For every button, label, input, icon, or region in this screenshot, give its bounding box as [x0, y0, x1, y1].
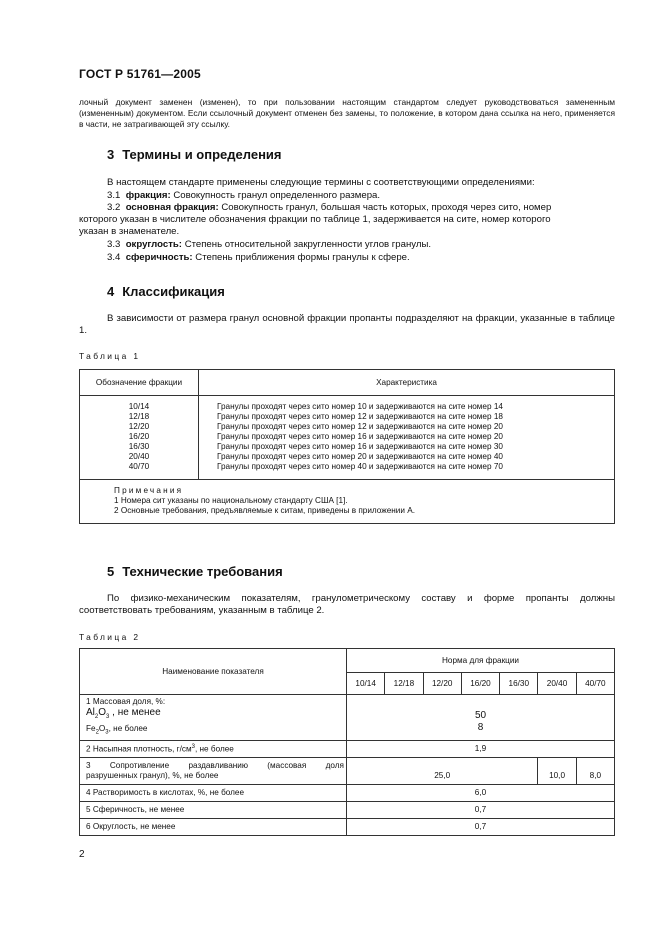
row-mass-fraction: [80, 695, 347, 741]
term-3-2: [79, 202, 647, 214]
fraction-value: 12/20: [128, 422, 150, 431]
table-1-col-fraction: Обозначение фракции: [80, 370, 199, 396]
fraction-value: 16/20: [128, 432, 150, 441]
bulk-density-value: 1,9: [347, 740, 615, 757]
fraction-header: 16/30: [500, 673, 538, 695]
term-name: округлость:: [125, 239, 183, 250]
section-number: 3: [107, 147, 115, 162]
table-1-descriptions: [199, 396, 615, 480]
fraction-description: Гранулы проходят через сито номер 16 и задерживаются на сите номер 20: [217, 432, 503, 441]
note-1: 1 Номера сит указаны по национальному стандарту США [1].: [114, 496, 348, 505]
fraction-description: Гранулы проходят через сито номер 10 и задерживаются на сите номер 14: [217, 402, 503, 411]
table-2: [79, 648, 615, 836]
row-fe2o3: $Fe_2O_3$, не более: [86, 724, 148, 736]
fraction-header: 12/18: [385, 673, 423, 695]
section-title: Термины и определения: [122, 147, 282, 162]
fraction-value: 12/18: [128, 412, 150, 421]
section-5-heading: [107, 564, 291, 579]
fraction-description: Гранулы проходят через сито номер 20 и задерживаются на сите номер 40: [217, 452, 503, 461]
sphericity-value: 0,7: [347, 801, 615, 818]
fraction-description: Гранулы проходят через сито номер 40 и задерживаются на сите номер 70: [217, 462, 503, 471]
fraction-header: 16/20: [461, 673, 499, 695]
fraction-description: Гранулы проходят через сито номер 12 и задерживаются на сите номер 20: [217, 422, 503, 431]
note-2: 2 Основные требования, предъявляемые к ситам, приведены в приложении А.: [114, 506, 415, 515]
table-1-fractions: [80, 396, 199, 480]
crush-value-3: 8,0: [576, 757, 614, 784]
term-3-2-cont: которого указан в числителе обозначения фракции по таблице 1, задерживается на сите, номер которого: [79, 214, 551, 225]
fraction-header: 20/40: [538, 673, 576, 695]
term-definition: Степень приближения формы гранулы к сфере.: [195, 252, 410, 263]
row-sphericity: 5 Сферичность, не менее: [80, 801, 347, 818]
intro-paragraph: лочный документ заменен (изменен), то при пользовании настоящим стандартом следует руководствоваться замененным (измененным) документом. Если ссылочный документ отменен без замены, то положение, в котором дана ссылка на него, применяется в части, не затрагивающей эту ссылку.: [79, 97, 615, 129]
fraction-description: Гранулы проходят через сито номер 12 и задерживаются на сите номер 18: [217, 412, 503, 421]
term-3-3: [79, 239, 647, 251]
term-definition: Совокупность гранул определенного размера.: [173, 190, 381, 201]
fraction-header: 10/14: [347, 673, 385, 695]
term-name: основная фракция:: [125, 202, 219, 213]
row-al2o3: $Al_2O_3$ , не менее: [86, 707, 161, 720]
fraction-value: 40/70: [128, 462, 150, 471]
row-label: 1 Массовая доля, %:: [86, 697, 166, 706]
table-2-caption: Таблица 2: [79, 632, 141, 642]
section-3-heading: [107, 147, 290, 162]
page-number: 2: [79, 849, 85, 860]
fe2o3-value: 8: [477, 721, 484, 733]
fraction-value: 20/40: [128, 452, 150, 461]
al2o3-value: 50: [474, 709, 487, 721]
section-title: Технические требования: [122, 564, 283, 579]
term-name: фракция:: [125, 190, 171, 201]
row-acid-solubility: 4 Растворимость в кислотах, %, не более: [80, 784, 347, 801]
row-mass-values: [347, 695, 615, 741]
fraction-value: 10/14: [128, 402, 150, 411]
fraction-description: Гранулы проходят через сито номер 16 и задерживаются на сите номер 30: [217, 442, 503, 451]
term-3-4: [79, 252, 647, 264]
table-2-col-norm: Норма для фракции: [347, 649, 615, 673]
section-title: Классификация: [122, 284, 225, 299]
section-3-lead: В настоящем стандарте применены следующие термины с соответствующими определениями:: [107, 177, 535, 188]
fraction-value: 16/30: [128, 442, 150, 451]
acid-solubility-value: 6,0: [347, 784, 615, 801]
table-1-notes: [80, 480, 615, 524]
table-2-col-name: Наименование показателя: [80, 649, 347, 695]
term-number: 3.2: [107, 202, 121, 213]
crush-value-1: 25,0: [347, 757, 538, 784]
term-3-1: [79, 190, 647, 202]
section-4-paragraph: В зависимости от размера гранул основной фракции пропанты подразделяют на фракции, указанные в таблице 1.: [79, 313, 615, 337]
table-1: [79, 369, 615, 524]
section-number: 4: [107, 284, 115, 299]
term-definition: Степень относительной закругленности углов гранулы.: [184, 239, 432, 250]
table-1-caption: Таблица 1: [79, 351, 141, 361]
crush-value-2: 10,0: [538, 757, 576, 784]
term-number: 3.4: [107, 252, 121, 263]
term-name: сферичность:: [125, 252, 193, 263]
row-roundness: 6 Округлость, не менее: [80, 818, 347, 835]
term-3-2-cont2: указан в знаменателе.: [79, 226, 180, 237]
table-1-col-description: Характеристика: [199, 370, 615, 396]
document-header: ГОСТ Р 51761—2005: [79, 67, 201, 81]
term-number: 3.3: [107, 239, 121, 250]
fraction-header: 12/20: [423, 673, 461, 695]
row-crush-resistance: 3 Сопротивление раздавливанию (массовая доля разрушенных гранул), %, не более: [80, 757, 347, 784]
term-definition: Совокупность гранул, большая часть которых, проходя через сито, номер: [221, 202, 552, 213]
section-5-paragraph: По физико-механическим показателям, гранулометрическому составу и форме пропанты должны соответствовать требованиям, указанным в таблице 2.: [79, 593, 615, 617]
fraction-header: 40/70: [576, 673, 614, 695]
row-bulk-density: 2 Насыпная плотность, $г/см^3$, не более: [80, 740, 347, 757]
term-number: 3.1: [107, 190, 121, 201]
roundness-value: 0,7: [347, 818, 615, 835]
section-4-heading: [107, 284, 233, 299]
section-number: 5: [107, 564, 115, 579]
notes-title: Примечания: [114, 486, 184, 495]
